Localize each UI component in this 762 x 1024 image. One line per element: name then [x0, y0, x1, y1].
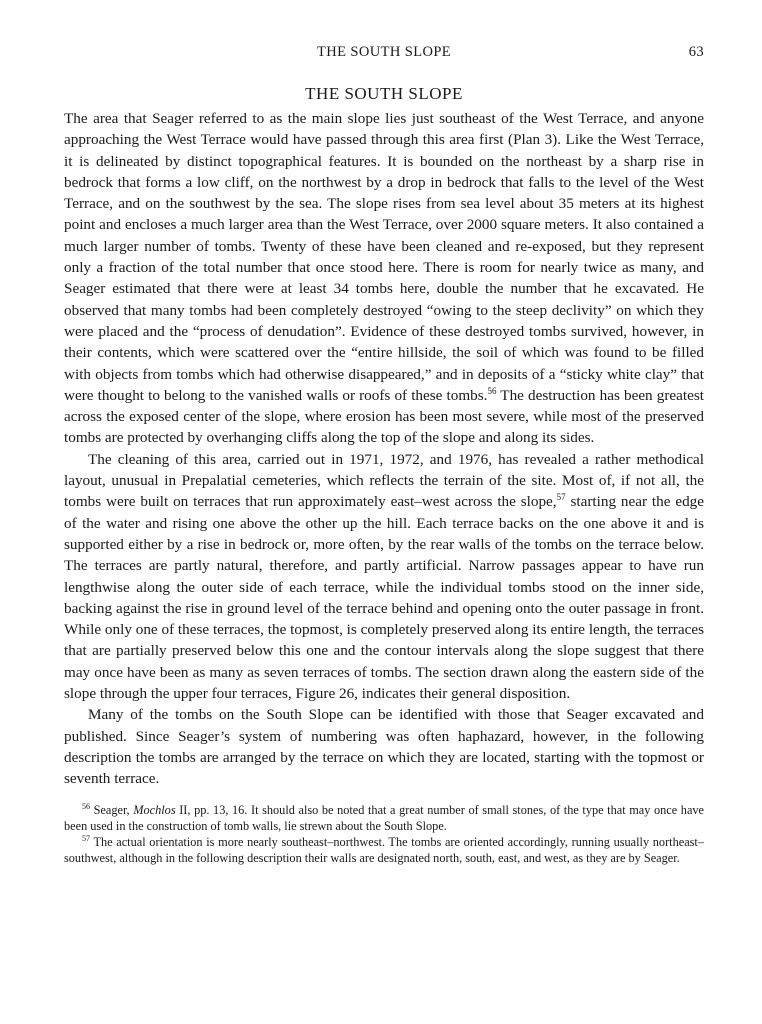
footnotes — [64, 802, 704, 866]
footnote — [64, 802, 704, 834]
footnote-reference: 57 — [556, 492, 566, 503]
body-text — [64, 108, 704, 790]
text-run: The actual orientation is more nearly southeast–northwest. The tombs are oriented accordingly, running usually northeast–southwest, although in the following description their walls are designated north, south, east, and west, as they are by Seager. — [64, 834, 704, 865]
running-head — [64, 40, 704, 62]
body-paragraph — [64, 108, 704, 449]
page — [64, 40, 704, 866]
text-run: starting near the edge of the water and rising one above the other up the hill. Each terrace backs on the one above it and is supported either by a rise in bedrock or, more often, by the rear walls of the tombs on the terrace below. The terraces are partly natural, therefore, and partly artificial. Narrow passages appear to have run lengthwise along the outer side of each terrace, while the individual tombs stood on the inner side, backing against the rise in ground level of the terrace behind and opening onto the outer passage in front. While only one of these terraces, the topmost, is completely preserved along its entire length, the terraces that are partially preserved below this one and the contour intervals along the slope suggest that there may once have been as many as seven terraces of tombs. The section drawn along the eastern side of the slope through the upper four terraces, Figure 26, indicates their general disposition. — [64, 493, 705, 703]
section-title: THE SOUTH SLOPE — [305, 84, 463, 103]
text-run: The cleaning of this area, carried out in 1971, 1972, and 1976, has revealed a rather methodical layout, unusual in Prepalatial cemeteries, which reflects the terrain of the site. Most of, if not all, the tombs were built on terraces that run approximately east–west across the slope, — [64, 450, 704, 511]
text-run: The area that Seager referred to as the main slope lies just southeast of the West Terrace, and anyone approaching the West Terrace would have passed through this area first (Plan 3). Like the West Terrace, it is delineated by distinct topographical features. It is bounded on the northeast by a sharp rise in bedrock that forms a low cliff, on the northwest by a drop in bedrock that falls to the level of the West Terrace, and on the southwest by the sea. The slope rises from sea level about 35 meters at its highest point and encloses a much larger area than the West Terrace, over 2000 square meters. It also contained a much larger number of tombs. Twenty of these have been cleaned and re-exposed, but they represent only a fraction of the total number that once stood here. There is room for nearly twice as many, and Seager estimated that there were at least 34 tombs here, double the number that he excavated. He observed that many tombs had been completely destroyed “owing to the steep declivity” on which they were placed and the “process of denudation”. Evidence of these destroyed tombs survived, however, in their contents, which were scattered over the “entire hillside, the soil of which was found to be filled with objects from tombs which had otherwise disappeared,” and in deposits of a “sticky white clay” that were thought to belong to the vanished walls or roofs of these tombs. — [64, 110, 704, 404]
page-number: 63 — [688, 44, 704, 60]
italic-text: Mochlos — [133, 802, 176, 817]
body-paragraph — [64, 704, 704, 789]
footnote — [64, 834, 704, 866]
footnote-reference: 56 — [487, 385, 497, 396]
text-run: Many of the tombs on the South Slope can be identified with those that Seager excavated and published. Since Seager’s system of numbering was often haphazard, however, in the following description the tombs are arranged by the terrace on which they are located, starting with the topmost or seventh terrace. — [64, 706, 704, 788]
body-paragraph — [64, 449, 704, 705]
footnote-number: 57 — [82, 833, 90, 843]
running-title: THE SOUTH SLOPE — [316, 44, 452, 60]
footnote-number: 56 — [82, 801, 90, 811]
text-run: Seager, — [90, 802, 134, 817]
text-run: II, pp. 13, 16. It should also be noted that a great number of small stones, of the type that may once have been used in the construction of tomb walls, lie strewn about the South Slope. — [64, 802, 705, 833]
text-run: The destruction has been greatest across the exposed center of the slope, where erosion has been most severe, while most of the preserved tombs are protected by overhanging cliffs along the top of the slope and along its sides. — [64, 386, 704, 447]
